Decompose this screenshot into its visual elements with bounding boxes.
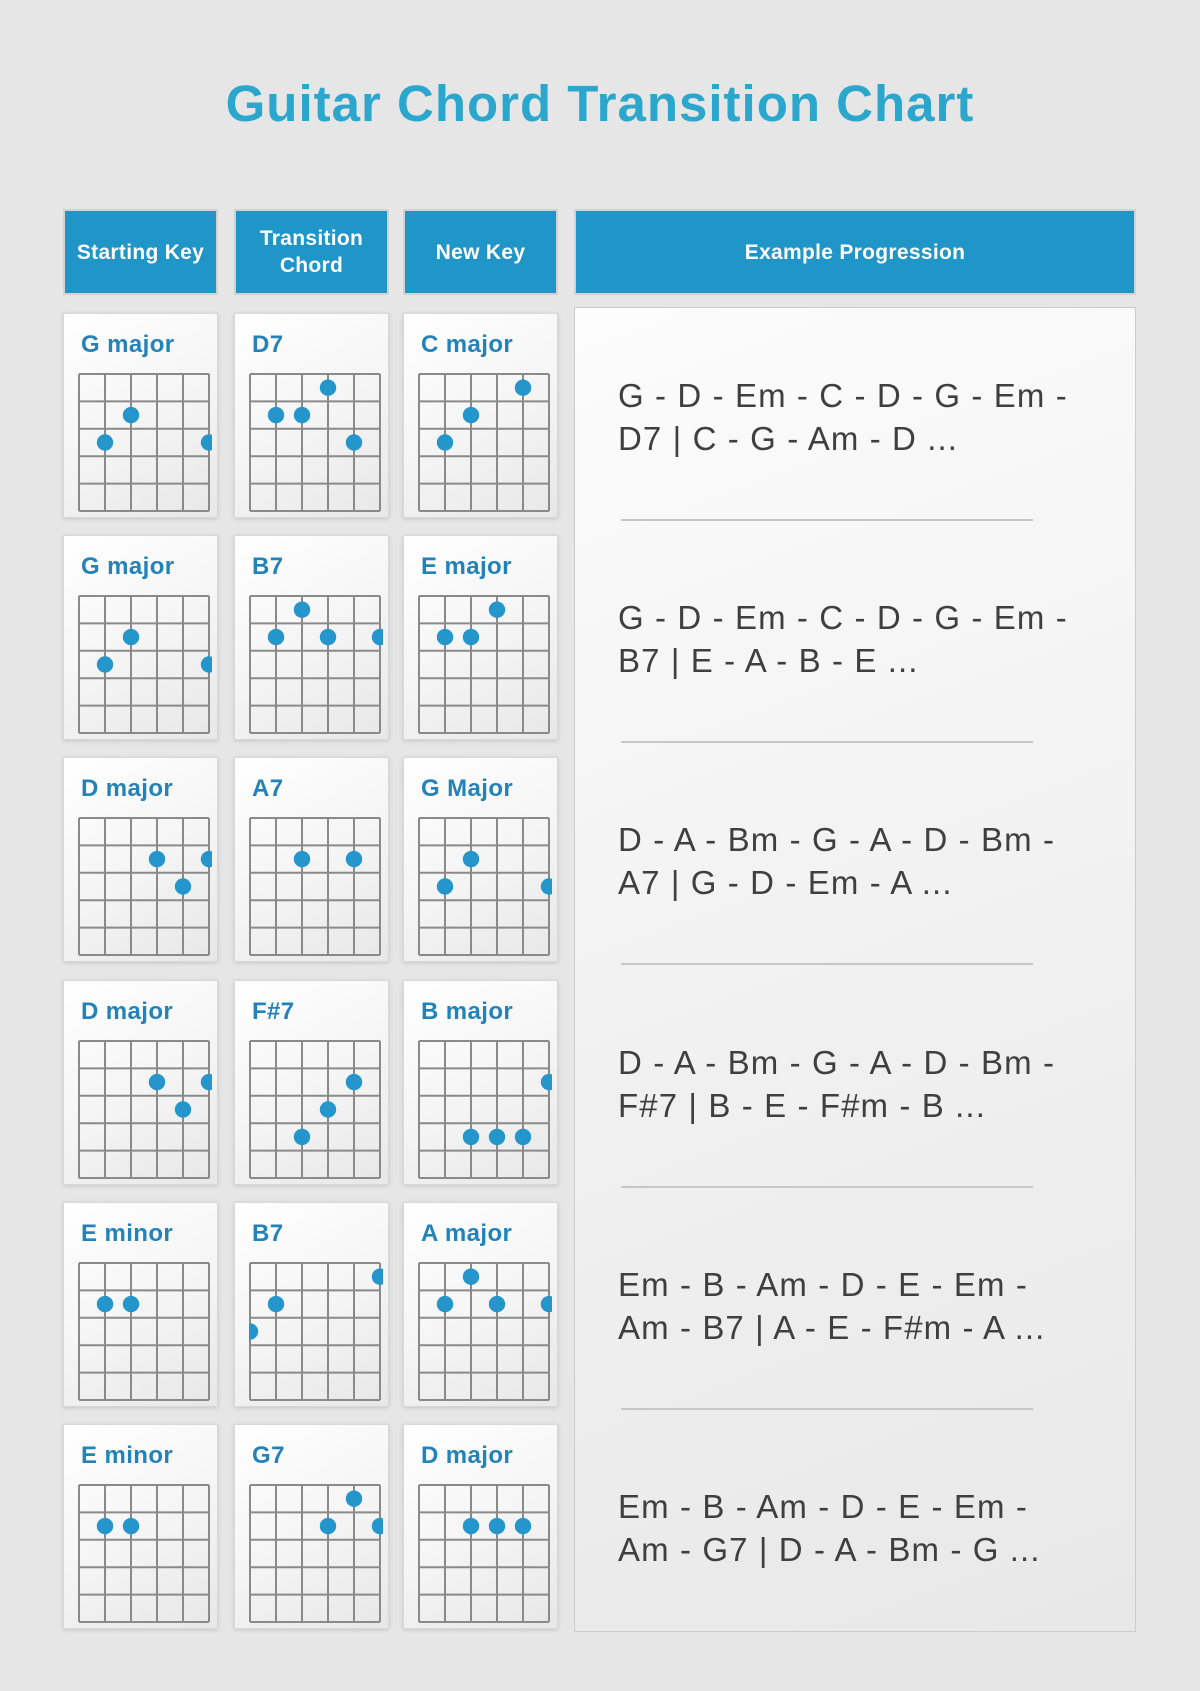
chord-card: [63, 313, 218, 518]
chord-grid: [249, 1262, 383, 1402]
finger-dot: [437, 434, 453, 450]
finger-dot: [97, 1296, 113, 1312]
chord-grid: [78, 1040, 212, 1180]
finger-dot: [123, 629, 139, 645]
finger-dot: [372, 629, 383, 645]
chord-card: [403, 1202, 558, 1407]
chord-label: E major: [421, 553, 512, 580]
chord-label: F#7: [252, 998, 295, 1025]
chord-card: [234, 1424, 389, 1629]
finger-dot: [97, 1518, 113, 1534]
chord-grid: [418, 817, 552, 957]
chord-card: [63, 980, 218, 1185]
chord-grid: [249, 1484, 383, 1624]
chord-grid: [249, 817, 383, 957]
example-progression-panel: [574, 307, 1136, 1632]
progression-line: D - A - Bm - G - A - D - Bm -: [618, 1043, 1056, 1081]
finger-dot: [97, 656, 113, 672]
finger-dot: [201, 656, 212, 672]
chord-grid: [78, 595, 212, 735]
progression-text: [618, 1203, 1096, 1408]
finger-dot: [201, 434, 212, 450]
chord-card: [403, 535, 558, 740]
finger-dot: [123, 1296, 139, 1312]
row-divider: [621, 963, 1033, 965]
finger-dot: [489, 1518, 505, 1534]
finger-dot: [346, 1491, 362, 1507]
chord-label: B7: [252, 1220, 284, 1247]
finger-dot: [346, 1074, 362, 1090]
finger-dot: [489, 602, 505, 618]
finger-dot: [268, 629, 284, 645]
finger-dot: [489, 1296, 505, 1312]
finger-dot: [268, 407, 284, 423]
finger-dot: [437, 878, 453, 894]
chord-label: B7: [252, 553, 284, 580]
progression-line: G - D - Em - C - D - G - Em -: [618, 376, 1068, 414]
chord-grid: [249, 595, 383, 735]
chord-grid: [78, 1262, 212, 1402]
finger-dot: [320, 1518, 336, 1534]
chord-label: D7: [252, 331, 284, 358]
finger-dot: [175, 1101, 191, 1117]
finger-dot: [249, 1323, 258, 1339]
finger-dot: [463, 629, 479, 645]
finger-dot: [201, 1074, 212, 1090]
chord-card: [234, 313, 389, 518]
chord-card: [234, 535, 389, 740]
chord-card: [63, 1424, 218, 1629]
finger-dot: [294, 602, 310, 618]
chord-label: G Major: [421, 775, 514, 802]
column-header-example-progression: Example Progression: [574, 209, 1136, 295]
progression-line: F#7 | B - E - F#m - B ...: [618, 1086, 986, 1124]
progression-text: [618, 314, 1096, 519]
finger-dot: [320, 1101, 336, 1117]
finger-dot: [268, 1296, 284, 1312]
finger-dot: [123, 407, 139, 423]
finger-dot: [541, 1296, 552, 1312]
chord-grid: [78, 373, 212, 513]
finger-dot: [97, 434, 113, 450]
column-header-new-key: New Key: [403, 209, 558, 295]
chord-label: E minor: [81, 1220, 174, 1247]
progression-line: Am - G7 | D - A - Bm - G ...: [618, 1530, 1041, 1568]
row-divider: [621, 741, 1033, 743]
finger-dot: [437, 1296, 453, 1312]
chord-card: [63, 1202, 218, 1407]
finger-dot: [437, 629, 453, 645]
finger-dot: [463, 1129, 479, 1145]
chord-label: G major: [81, 553, 175, 580]
chord-card: [63, 535, 218, 740]
progression-line: G - D - Em - C - D - G - Em -: [618, 598, 1068, 636]
finger-dot: [123, 1518, 139, 1534]
chord-card: [403, 757, 558, 962]
column-header-transition-chord: Transition Chord: [234, 209, 389, 295]
chord-grid: [249, 1040, 383, 1180]
finger-dot: [201, 851, 212, 867]
finger-dot: [515, 1518, 531, 1534]
finger-dot: [463, 851, 479, 867]
chord-grid: [418, 1040, 552, 1180]
chord-label: D major: [81, 775, 174, 802]
finger-dot: [515, 1129, 531, 1145]
chord-label: D major: [81, 998, 174, 1025]
finger-dot: [320, 629, 336, 645]
row-divider: [621, 1408, 1033, 1410]
column-header-starting-key: Starting Key: [63, 209, 218, 295]
progression-line: D - A - Bm - G - A - D - Bm -: [618, 820, 1056, 858]
finger-dot: [463, 1269, 479, 1285]
chord-card: [234, 1202, 389, 1407]
finger-dot: [463, 1518, 479, 1534]
chord-label: C major: [421, 331, 514, 358]
finger-dot: [294, 407, 310, 423]
chord-label: E minor: [81, 1442, 174, 1469]
chord-label: D major: [421, 1442, 514, 1469]
finger-dot: [372, 1269, 383, 1285]
finger-dot: [463, 407, 479, 423]
progression-text: [618, 1425, 1096, 1630]
chord-card: [234, 757, 389, 962]
page-title: Guitar Chord Transition Chart: [225, 75, 975, 132]
chord-grid: [418, 1484, 552, 1624]
chord-grid: [249, 373, 383, 513]
finger-dot: [515, 380, 531, 396]
finger-dot: [149, 851, 165, 867]
chord-card: [403, 313, 558, 518]
finger-dot: [541, 1074, 552, 1090]
chord-grid: [418, 595, 552, 735]
finger-dot: [541, 878, 552, 894]
chord-label: A7: [252, 775, 284, 802]
chord-card: [63, 757, 218, 962]
chord-label: G7: [252, 1442, 285, 1469]
chord-label: B major: [421, 998, 514, 1025]
row-divider: [621, 519, 1033, 521]
finger-dot: [489, 1129, 505, 1145]
progression-line: B7 | E - A - B - E ...: [618, 641, 919, 679]
chord-grid: [78, 1484, 212, 1624]
chord-card: [403, 1424, 558, 1629]
progression-text: [618, 758, 1096, 963]
progression-text: [618, 536, 1096, 741]
finger-dot: [294, 851, 310, 867]
chord-card: [403, 980, 558, 1185]
finger-dot: [320, 380, 336, 396]
row-divider: [621, 1186, 1033, 1188]
finger-dot: [346, 434, 362, 450]
progression-line: Em - B - Am - D - E - Em -: [618, 1265, 1028, 1303]
progression-line: Am - B7 | A - E - F#m - A ...: [618, 1308, 1046, 1346]
chord-grid: [418, 1262, 552, 1402]
chord-card: [234, 980, 389, 1185]
progression-line: A7 | G - D - Em - A ...: [618, 863, 953, 901]
chord-label: A major: [421, 1220, 513, 1247]
chord-grid: [78, 817, 212, 957]
finger-dot: [346, 851, 362, 867]
finger-dot: [294, 1129, 310, 1145]
progression-line: Em - B - Am - D - E - Em -: [618, 1487, 1028, 1525]
progression-text: [618, 981, 1096, 1186]
progression-line: D7 | C - G - Am - D ...: [618, 419, 959, 457]
finger-dot: [175, 878, 191, 894]
chord-grid: [418, 373, 552, 513]
finger-dot: [149, 1074, 165, 1090]
finger-dot: [372, 1518, 383, 1534]
chord-label: G major: [81, 331, 175, 358]
